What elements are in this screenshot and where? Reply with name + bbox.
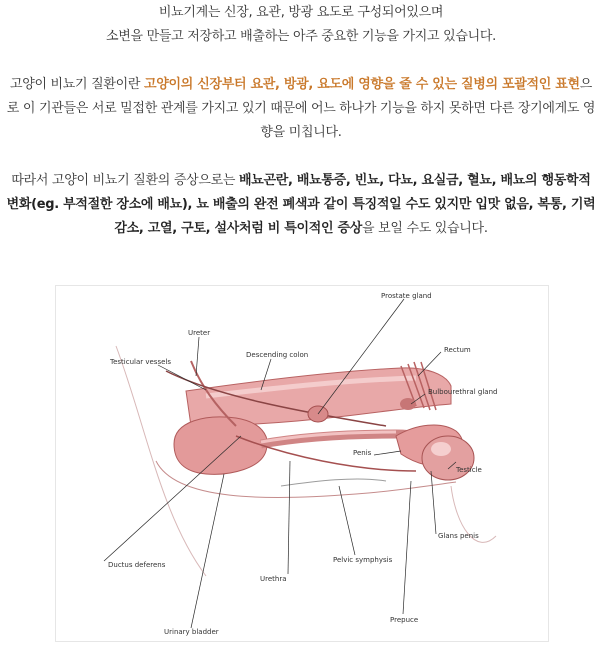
leader-urethra	[288, 461, 290, 574]
label-glans-penis: Glans penis	[438, 532, 479, 540]
leader-urinary-bladder	[191, 474, 224, 628]
bulbourethral-shape	[400, 398, 416, 410]
symptoms-list: 배뇨곤란, 배뇨통증, 빈뇨, 다뇨, 요실금, 혈뇨, 배뇨의 행동학적 변화(eg. 부적절한 장소에 배뇨), 뇨 배출의 완전 폐색과 같이 특징적일 수도 있지만 입맛 없음, 복통, 기력 감소, 고열, 구토, 설사처럼 비 특이적인 증상	[6, 173, 596, 236]
label-prepuce: Prepuce	[390, 616, 419, 624]
label-ureter: Ureter	[188, 329, 211, 337]
leader-pelvic-symphysis	[339, 486, 355, 555]
definition-paragraph	[0, 73, 602, 145]
definition-suffix: 으로 이 기관들은 서로 밀접한 관계를 가지고 있기 때문에 어느 하나가 기능을 하지 못하면 다른 장기에게도 영향을 미칩니다.	[6, 77, 596, 140]
symptoms-suffix: 을 보일 수도 있습니다.	[362, 221, 488, 236]
leader-penis	[374, 451, 401, 455]
label-urethra: Urethra	[260, 575, 287, 583]
pelvic-contour	[281, 479, 386, 486]
label-bulbourethral-gland: Bulbourethral gland	[428, 388, 498, 396]
intro-line-1: 비뇨기계는 신장, 요관, 방광 요도로 구성되어있으며	[158, 5, 444, 20]
label-ductus-deferens: Ductus deferens	[108, 561, 166, 569]
label-urinary-bladder: Urinary bladder	[164, 628, 219, 636]
label-penis: Penis	[353, 449, 372, 457]
label-pelvic-symphysis: Pelvic symphysis	[333, 556, 393, 564]
label-rectum: Rectum	[444, 346, 471, 354]
label-prostate-gland: Prostate gland	[381, 292, 432, 300]
intro-paragraph	[0, 0, 602, 49]
label-descending-colon: Descending colon	[246, 351, 309, 359]
definition-highlight: 고양이의 신장부터 요관, 방광, 요도에 영향을 줄 수 있는 질병의 포괄적인 표현	[144, 77, 580, 92]
anatomy-illustration	[55, 285, 549, 642]
symptoms-paragraph	[0, 169, 602, 241]
leader-prepuce	[403, 481, 411, 614]
testicle-highlight	[431, 442, 451, 456]
symptoms-prefix: 따라서 고양이 비뇨기 질환의 증상으로는	[11, 173, 239, 188]
leader-ductus-deferens	[104, 436, 241, 561]
leader-glans-penis	[431, 471, 436, 534]
bladder-shape	[174, 417, 267, 474]
label-testicle: Testicle	[456, 466, 482, 474]
anatomy-diagram	[56, 286, 548, 641]
definition-prefix: 고양이 비뇨기 질환이란	[9, 77, 145, 92]
leader-ureter	[196, 337, 199, 376]
label-testicular-vessels: Testicular vessels	[110, 358, 171, 366]
intro-line-2: 소변을 만들고 저장하고 배출하는 아주 중요한 기능을 가지고 있습니다.	[106, 29, 496, 44]
